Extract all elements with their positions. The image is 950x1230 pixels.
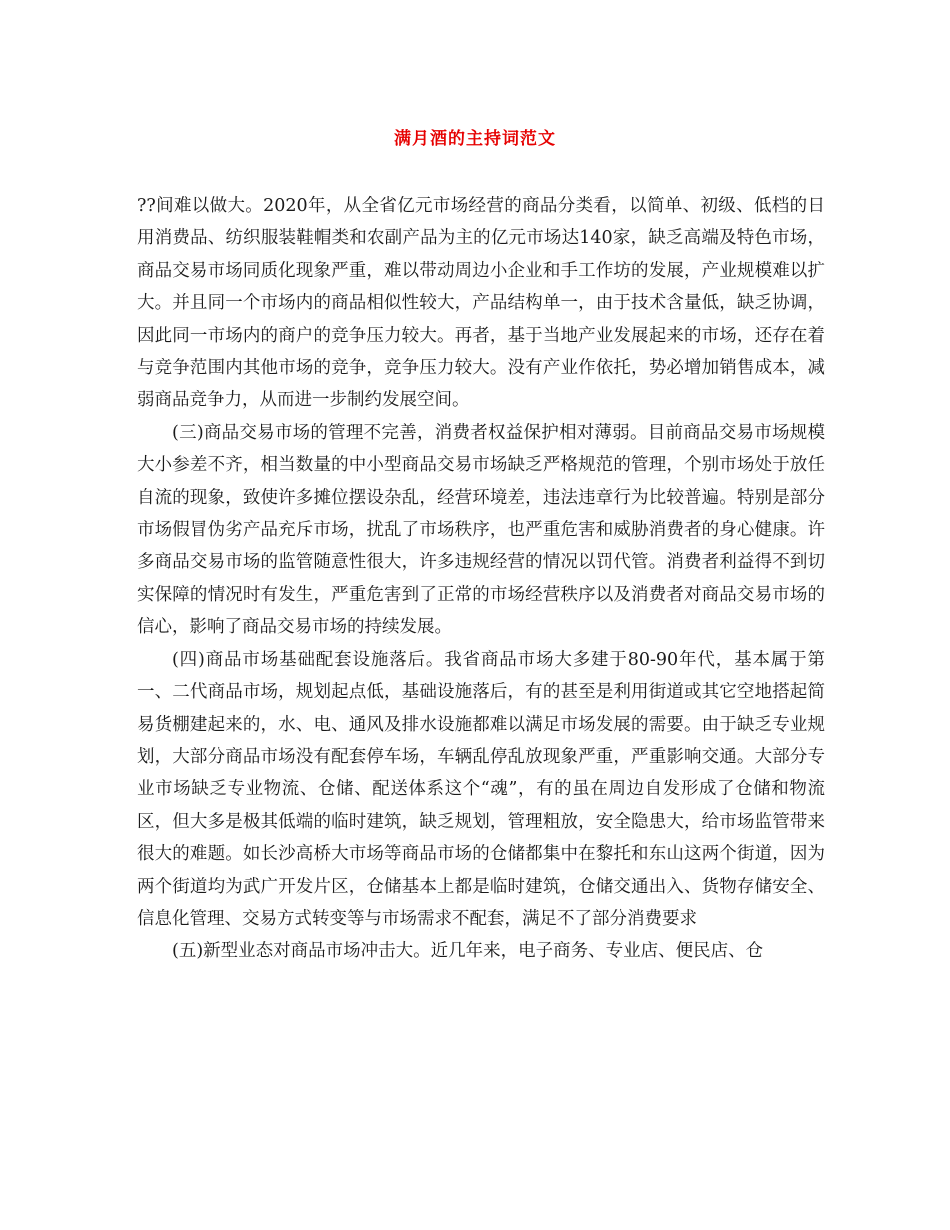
paragraph-3: (四)商品市场基础配套设施落后。我省商品市场大多建于80-90年代，基本属于第一、二代商品市场，规划起点低，基础设施落后，有的甚至是利用街道或其它空地搭起简易货棚建起来的，水、电、通风及排水设施都难以满足市场发展的需要。由于缺乏专业规划，大部分商品市场没有配套停车场，车辆乱停乱放现象严重，严重影响交通。大部分专业市场缺乏专业物流、仓储、配送体系这个“魂”，有的虽在周边自发形成了仓储和物流区，但大多是极其低端的临时建筑，缺乏规划，管理粗放，安全隐患大，给市场监管带来很大的难题。如长沙高桥大市场等商品市场的仓储都集中在黎托和东山这两个街道，因为两个街道均为武广开发片区，仓储基本上都是临时建筑，仓储交通出入、货物存储安全、信息化管理、交易方式转变等与市场需求不配套，满足不了部分消费要求 [137, 649, 825, 929]
document-title: 满月酒的主持词范文 [394, 129, 556, 149]
paragraph-4: (五)新型业态对商品市场冲击大。近几年来，电子商务、专业店、便民店、仓 [172, 941, 764, 962]
paragraph-2: (三)商品交易市场的管理不完善，消费者权益保护相对薄弱。目前商品交易市场规模大小参差不齐，相当数量的中小型商品交易市场缺乏严格规范的管理，个别市场处于放任自流的现象，致使许多摊位摆设杂乱，经营环境差，违法违章行为比较普遍。特别是部分市场假冒伪劣产品充斥市场，扰乱了市场秩序，也严重危害和威胁消费者的身心健康。许多商品交易市场的监管随意性很大，许多违规经营的情况以罚代管。消费者利益得不到切实保障的情况时有发生，严重危害到了正常的市场经营秩序以及消费者对商品交易市场的信心，影响了商品交易市场的持续发展。 [137, 422, 825, 638]
paragraph-1: ??间难以做大。2020年，从全省亿元市场经营的商品分类看，以简单、初级、低档的日用消费品、纺织服装鞋帽类和农副产品为主的亿元市场达140家，缺乏高端及特色市场，商品交易市场同质化现象严重，难以带动周边小企业和手工作坊的发展，产业规模难以扩大。并且同一个市场内的商品相似性较大，产品结构单一，由于技术含量低，缺乏协调，因此同一市场内的商户的竞争压力较大。再者，基于当地产业发展起来的市场，还存在着与竞争范围内其他市场的竞争，竞争压力较大。没有产业作依托，势必增加销售成本，减弱商品竞争力，从而进一步制约发展空间。 [137, 196, 825, 411]
document-body [137, 190, 825, 968]
